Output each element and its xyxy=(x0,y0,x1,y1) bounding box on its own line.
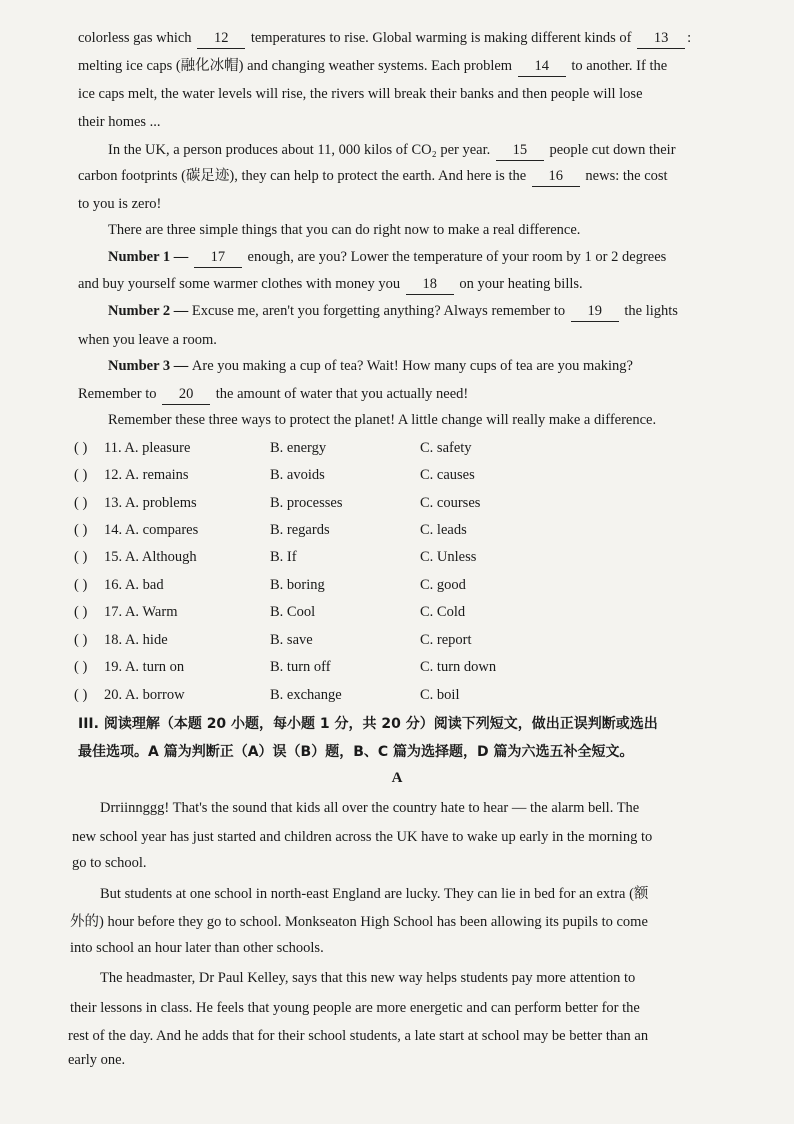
option-b: B. If xyxy=(270,549,297,565)
passage-line xyxy=(78,274,718,295)
option-a: 12. A. remains xyxy=(104,467,189,483)
passage-line: their lessons in class. He feels that young people are more energetic and can perform better for the xyxy=(70,1000,640,1016)
option-a: 13. A. problems xyxy=(104,495,197,511)
number-label: Number 3 — xyxy=(108,358,192,374)
passage-line xyxy=(78,28,718,49)
option-b: B. Cool xyxy=(270,604,316,620)
answer-bracket[interactable]: ( ) xyxy=(74,467,88,483)
answer-bracket[interactable]: ( ) xyxy=(74,549,88,565)
blank-15: 15 xyxy=(496,140,544,161)
option-c: C. safety xyxy=(420,440,472,456)
passage-line xyxy=(108,247,748,268)
text: enough, are you? Lower the temperature of your room by 1 or 2 degrees xyxy=(243,249,667,265)
option-a: 19. A. turn on xyxy=(104,659,185,675)
option-a: 11. A. pleasure xyxy=(104,440,191,456)
answer-bracket[interactable]: ( ) xyxy=(74,632,88,648)
passage-line: But students at one school in north-east England are lucky. They can lie in bed for an extra (额 xyxy=(100,886,649,902)
passage-line: go to school. xyxy=(72,855,147,871)
passage-line: their homes ... xyxy=(78,114,161,130)
passage-line: There are three simple things that you can do right now to make a real difference. xyxy=(108,222,581,238)
text: melting ice caps (融化冰帽) and changing weather systems. Each problem xyxy=(78,58,516,74)
text: Are you making a cup of tea? Wait! How many cups of tea are you making? xyxy=(191,358,633,374)
section-heading: III. 阅读理解（本题 20 小题，每小题 1 分，共 20 分）阅读下列短文，做出正误判断或选出 xyxy=(78,716,658,732)
passage-line xyxy=(108,301,748,322)
passage-line xyxy=(78,384,718,405)
text: the amount of water that you actually need! xyxy=(212,386,469,402)
passage-line: when you leave a room. xyxy=(78,332,217,348)
option-b: B. save xyxy=(270,632,313,648)
text: colorless gas which xyxy=(78,30,196,46)
passage-line xyxy=(78,56,718,77)
passage-line: into school an hour later than other schools. xyxy=(70,940,324,956)
blank-12: 12 xyxy=(197,28,245,49)
option-b: B. avoids xyxy=(270,467,325,483)
text: : xyxy=(687,30,692,46)
blank-19: 19 xyxy=(571,301,619,322)
answer-bracket[interactable]: ( ) xyxy=(74,440,88,456)
passage-line xyxy=(108,356,748,376)
option-c: C. leads xyxy=(420,522,467,538)
option-b: B. turn off xyxy=(270,659,331,675)
text: the lights xyxy=(620,303,678,319)
text: on your heating bills. xyxy=(455,276,583,292)
option-c: C. causes xyxy=(420,467,475,483)
section-instructions: 最佳选项。A 篇为判断正（A）误（B）题，B、C 篇为选择题，D 篇为六选五补全短文。 xyxy=(78,744,634,760)
answer-bracket[interactable]: ( ) xyxy=(74,522,88,538)
blank-18: 18 xyxy=(406,274,454,295)
passage-title: A xyxy=(391,770,403,786)
answer-bracket[interactable]: ( ) xyxy=(74,495,88,511)
passage-line: 外的) hour before they go to school. Monkseaton High School has been allowing its pupils to come xyxy=(70,914,648,930)
option-c: C. Unless xyxy=(420,549,477,565)
option-b: B. boring xyxy=(270,577,325,593)
text: In the UK, a person produces about 11, 000 kilos of CO₂ per year. xyxy=(108,142,494,158)
text: carbon footprints (碳足迹), they can help to protect the earth. And here is the xyxy=(78,168,530,184)
text: Remember to xyxy=(78,386,161,402)
option-a: 20. A. borrow xyxy=(104,687,185,703)
passage-line: early one. xyxy=(68,1052,126,1068)
text: news: the cost xyxy=(581,168,668,184)
option-b: B. exchange xyxy=(270,687,342,703)
option-a: 16. A. bad xyxy=(104,577,164,593)
number-label: Number 2 — xyxy=(108,303,192,319)
number-label: Number 1 — xyxy=(108,249,192,265)
passage-line: new school year has just started and children across the UK have to wake up early in the morning to xyxy=(72,829,653,845)
text: to another. If the xyxy=(567,58,668,74)
answer-bracket[interactable]: ( ) xyxy=(74,577,88,593)
passage-line xyxy=(108,140,748,161)
text: people cut down their xyxy=(545,142,676,158)
option-a: 17. A. Warm xyxy=(104,604,178,620)
answer-bracket[interactable]: ( ) xyxy=(74,604,88,620)
option-a: 18. A. hide xyxy=(104,632,168,648)
passage-line: rest of the day. And he adds that for their school students, a late start at school may be better than an xyxy=(68,1028,649,1044)
blank-20: 20 xyxy=(162,384,210,405)
blank-17: 17 xyxy=(194,247,242,268)
option-a: 14. A. compares xyxy=(104,522,199,538)
passage-line: Drriinnggg! That's the sound that kids all over the country hate to hear — the alarm bell. The xyxy=(100,800,640,816)
passage-line: ice caps melt, the water levels will rise, the rivers will break their banks and then people will lose xyxy=(78,86,643,102)
option-c: C. Cold xyxy=(420,604,466,620)
answer-bracket[interactable]: ( ) xyxy=(74,687,88,703)
option-c: C. good xyxy=(420,577,466,593)
option-a: 15. A. Although xyxy=(104,549,197,565)
option-c: C. boil xyxy=(420,687,460,703)
blank-13: 13 xyxy=(637,28,685,49)
option-b: B. processes xyxy=(270,495,343,511)
text: Excuse me, aren't you forgetting anything? Always remember to xyxy=(191,303,569,319)
option-b: B. regards xyxy=(270,522,330,538)
passage-line xyxy=(78,166,718,187)
passage-line: to you is zero! xyxy=(78,196,162,212)
option-c: C. courses xyxy=(420,495,481,511)
passage-line: The headmaster, Dr Paul Kelley, says that this new way helps students pay more attention to xyxy=(100,970,636,986)
option-b: B. energy xyxy=(270,440,327,456)
text: and buy yourself some warmer clothes with money you xyxy=(78,276,404,292)
option-c: C. turn down xyxy=(420,659,497,675)
passage-line: Remember these three ways to protect the planet! A little change will really make a difference. xyxy=(108,412,657,428)
option-c: C. report xyxy=(420,632,472,648)
blank-16: 16 xyxy=(532,166,580,187)
answer-bracket[interactable]: ( ) xyxy=(74,659,88,675)
text: temperatures to rise. Global warming is making different kinds of xyxy=(247,30,636,46)
blank-14: 14 xyxy=(518,56,566,77)
